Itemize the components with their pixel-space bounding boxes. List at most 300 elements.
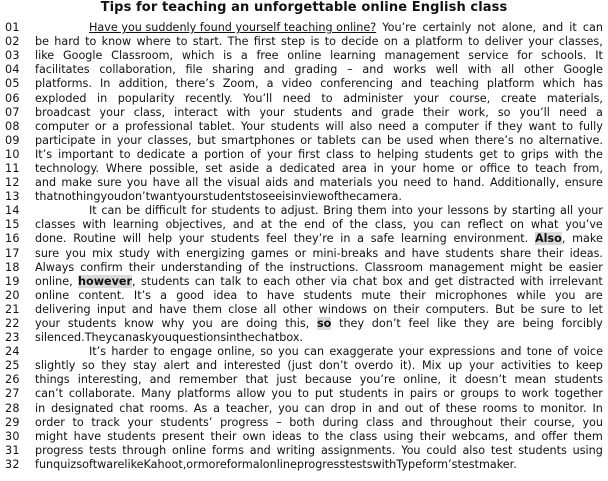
word bbox=[462, 444, 485, 458]
word bbox=[243, 430, 266, 444]
word-part: course, bbox=[533, 415, 575, 429]
word-part: activities bbox=[500, 359, 552, 373]
word-part: platforms. bbox=[35, 77, 92, 91]
word bbox=[468, 63, 492, 77]
word: is bbox=[282, 190, 292, 204]
word bbox=[378, 120, 406, 134]
word bbox=[529, 120, 556, 134]
word-part: your bbox=[528, 35, 554, 49]
line-number: 25 bbox=[5, 359, 20, 373]
word-part: for bbox=[517, 49, 533, 63]
word bbox=[245, 373, 268, 387]
word-part: for bbox=[191, 204, 207, 218]
word-part: to bbox=[246, 274, 258, 288]
word bbox=[446, 402, 477, 416]
word-part: with bbox=[554, 147, 579, 161]
word bbox=[558, 359, 569, 373]
word bbox=[520, 275, 544, 289]
word bbox=[527, 345, 552, 359]
word-part: computer bbox=[424, 119, 479, 133]
word bbox=[585, 148, 603, 162]
word bbox=[112, 120, 119, 134]
word-part: students bbox=[518, 443, 567, 457]
line-number: 09 bbox=[5, 133, 20, 147]
word bbox=[549, 261, 563, 275]
word bbox=[250, 148, 261, 162]
line-text bbox=[35, 134, 608, 148]
word-part: platforms bbox=[177, 387, 231, 401]
line-text bbox=[35, 303, 608, 317]
word-part: is bbox=[310, 35, 320, 49]
word-part: is bbox=[223, 49, 233, 63]
word bbox=[35, 134, 96, 148]
word-part: will bbox=[122, 232, 142, 246]
word bbox=[405, 402, 423, 416]
numbered-text-body bbox=[0, 21, 608, 472]
word bbox=[502, 21, 536, 35]
word bbox=[271, 387, 292, 401]
word bbox=[195, 275, 215, 289]
word bbox=[385, 49, 460, 63]
word-part: to bbox=[503, 147, 515, 161]
word-part: to bbox=[246, 288, 258, 302]
word bbox=[89, 345, 106, 359]
word bbox=[420, 430, 446, 444]
word bbox=[501, 359, 551, 373]
word-part: at bbox=[260, 218, 272, 232]
word-part: in bbox=[35, 401, 46, 415]
word bbox=[212, 444, 244, 458]
word-part: alone, bbox=[501, 21, 537, 35]
word bbox=[365, 261, 423, 275]
word bbox=[204, 148, 244, 162]
word-part: students bbox=[140, 274, 190, 288]
text-line bbox=[0, 21, 608, 35]
word-part: no bbox=[519, 133, 534, 147]
word-part: popularity bbox=[117, 91, 175, 105]
word-part: of bbox=[428, 401, 440, 415]
word bbox=[35, 148, 52, 162]
word bbox=[373, 303, 387, 317]
word-part: both bbox=[289, 415, 315, 429]
word-part: or bbox=[443, 387, 455, 401]
word bbox=[223, 49, 232, 63]
word-part: all bbox=[263, 302, 277, 316]
word-part: and bbox=[377, 401, 399, 415]
line-text bbox=[35, 218, 608, 232]
word-part: rooms bbox=[482, 401, 518, 415]
line-text bbox=[35, 21, 608, 35]
word-part: in bbox=[101, 133, 112, 147]
word-part: the bbox=[265, 260, 284, 274]
word bbox=[246, 289, 257, 303]
word-part: class, bbox=[133, 105, 166, 119]
word bbox=[272, 430, 302, 444]
word-part: certainly bbox=[422, 21, 472, 35]
word bbox=[501, 92, 537, 106]
word bbox=[458, 106, 489, 120]
word-part: tablet. bbox=[198, 119, 235, 133]
word bbox=[35, 387, 63, 401]
word-part: platform bbox=[415, 35, 463, 49]
word bbox=[35, 303, 91, 317]
word-part: smartphones bbox=[221, 133, 295, 147]
word bbox=[35, 373, 70, 387]
word-part: content. bbox=[78, 288, 125, 302]
word-part: your bbox=[116, 133, 142, 147]
word bbox=[162, 430, 205, 444]
word-part: just bbox=[276, 373, 297, 387]
word-part: to bbox=[557, 359, 570, 373]
word-part: classes, bbox=[147, 133, 192, 147]
word-part: the bbox=[325, 429, 344, 443]
word-part: materials bbox=[319, 176, 373, 190]
word bbox=[35, 275, 73, 289]
word-part: can bbox=[440, 218, 461, 232]
word bbox=[35, 430, 68, 444]
word-part: box. bbox=[279, 331, 304, 345]
word bbox=[351, 106, 372, 120]
word: with bbox=[372, 457, 397, 471]
word bbox=[141, 275, 190, 289]
word bbox=[72, 416, 83, 430]
text-line bbox=[0, 261, 608, 275]
word-part: engage bbox=[170, 345, 212, 359]
word-part: important bbox=[58, 147, 114, 161]
word-part: on bbox=[373, 302, 388, 316]
word bbox=[341, 35, 378, 49]
word bbox=[475, 134, 514, 148]
word-part: Always bbox=[35, 260, 75, 274]
word-part: slightly bbox=[35, 359, 76, 373]
word bbox=[350, 120, 373, 134]
word bbox=[381, 106, 414, 120]
word bbox=[435, 289, 507, 303]
word-part: of bbox=[248, 260, 260, 274]
line-number: 10 bbox=[5, 147, 20, 161]
word-part: classes, bbox=[558, 35, 603, 49]
word-part: and bbox=[196, 359, 218, 373]
word-part: and bbox=[362, 63, 384, 77]
word-part: and bbox=[351, 105, 373, 119]
word-part: Google bbox=[62, 49, 103, 63]
word-part: will bbox=[325, 119, 344, 133]
word bbox=[35, 77, 92, 91]
word-part: you bbox=[582, 415, 603, 429]
word bbox=[319, 359, 348, 373]
word bbox=[118, 92, 175, 106]
word bbox=[329, 345, 393, 359]
word bbox=[449, 373, 457, 387]
word bbox=[217, 345, 255, 359]
word-part: present bbox=[161, 429, 205, 443]
word-part: can bbox=[361, 133, 382, 147]
word bbox=[259, 106, 284, 120]
word-part: need bbox=[403, 176, 432, 190]
word-part: You bbox=[401, 443, 421, 457]
word-part: be bbox=[35, 35, 49, 49]
word bbox=[517, 49, 532, 63]
word bbox=[468, 35, 479, 49]
text-line bbox=[0, 91, 608, 105]
word bbox=[213, 402, 220, 416]
word-part: work, bbox=[458, 105, 489, 119]
word bbox=[61, 176, 92, 190]
word-part: chat bbox=[352, 274, 378, 288]
word-part: box bbox=[382, 274, 403, 288]
word-part: feel bbox=[408, 317, 430, 331]
highlighted-word: however bbox=[78, 274, 133, 288]
word bbox=[300, 134, 311, 148]
word bbox=[487, 77, 535, 91]
word-part: might bbox=[35, 429, 68, 443]
word bbox=[458, 275, 514, 289]
word bbox=[403, 373, 441, 387]
word-part: your bbox=[390, 161, 416, 175]
word-part: sharing bbox=[212, 63, 254, 77]
text-line bbox=[0, 134, 608, 148]
word-part: alternative. bbox=[538, 133, 603, 147]
word bbox=[283, 92, 311, 106]
word: silenced. bbox=[35, 331, 85, 345]
word-part: together bbox=[554, 387, 603, 401]
word-part: your bbox=[35, 317, 61, 331]
word: test bbox=[457, 457, 479, 471]
word bbox=[265, 204, 276, 218]
word bbox=[176, 35, 187, 49]
word-part: create bbox=[500, 91, 537, 105]
word bbox=[100, 106, 125, 120]
word bbox=[430, 77, 479, 91]
word: quiz bbox=[53, 457, 77, 471]
word-part: maker. bbox=[478, 457, 517, 471]
word bbox=[330, 49, 376, 63]
word-part: to bbox=[324, 35, 336, 49]
word bbox=[293, 176, 314, 190]
word bbox=[276, 416, 282, 430]
word-part: voice bbox=[573, 345, 603, 359]
line-number: 19 bbox=[5, 274, 20, 288]
word-part: are bbox=[584, 288, 603, 302]
word bbox=[423, 106, 449, 120]
word-part: works bbox=[393, 63, 427, 77]
word-part: , bbox=[561, 232, 566, 246]
word-part: their bbox=[210, 429, 237, 443]
text-line bbox=[0, 387, 608, 401]
word-part: order bbox=[35, 415, 65, 429]
word-part: could bbox=[426, 443, 457, 457]
word-part: you’re bbox=[359, 373, 396, 387]
word bbox=[78, 289, 124, 303]
word: in bbox=[226, 331, 237, 345]
word-part: the bbox=[278, 218, 298, 232]
word bbox=[391, 162, 416, 176]
word-part: a bbox=[357, 232, 365, 246]
word bbox=[469, 359, 494, 373]
word bbox=[287, 49, 321, 63]
word bbox=[535, 162, 566, 176]
word bbox=[453, 232, 528, 246]
word bbox=[241, 49, 248, 63]
word bbox=[384, 247, 405, 261]
word-part: Classroom, bbox=[111, 49, 174, 63]
word-part: a bbox=[240, 49, 248, 63]
word bbox=[555, 148, 579, 162]
word-part: materials, bbox=[546, 91, 603, 105]
text-line bbox=[0, 49, 608, 63]
word-part: first bbox=[298, 147, 320, 161]
word bbox=[154, 345, 165, 359]
word-part: dedicate bbox=[136, 147, 186, 161]
word-part: with bbox=[520, 274, 544, 288]
word-part: or bbox=[94, 119, 107, 133]
word-part: while bbox=[516, 288, 546, 302]
word bbox=[278, 402, 299, 416]
word bbox=[227, 176, 260, 190]
word bbox=[377, 176, 398, 190]
word bbox=[95, 120, 106, 134]
word-part: their bbox=[419, 429, 446, 443]
word bbox=[322, 416, 358, 430]
word bbox=[357, 232, 364, 246]
word: Typeform’s bbox=[396, 457, 458, 471]
line-text bbox=[35, 190, 608, 204]
word bbox=[69, 387, 135, 401]
word bbox=[562, 317, 603, 331]
word bbox=[212, 63, 254, 77]
word bbox=[35, 120, 89, 134]
word bbox=[582, 416, 603, 430]
word-part: As bbox=[193, 401, 208, 415]
word bbox=[119, 148, 130, 162]
word-part: to bbox=[359, 147, 372, 161]
line-number: 21 bbox=[5, 302, 20, 316]
word bbox=[422, 359, 441, 373]
word bbox=[193, 303, 222, 317]
word bbox=[35, 162, 99, 176]
word bbox=[468, 49, 508, 63]
word-part: it). bbox=[399, 359, 416, 373]
word bbox=[565, 218, 603, 232]
word-part: their bbox=[537, 246, 564, 260]
word bbox=[483, 402, 518, 416]
word bbox=[555, 387, 603, 401]
line-text bbox=[35, 148, 608, 162]
word-part: online, bbox=[35, 274, 73, 288]
word: progress bbox=[296, 457, 346, 471]
word bbox=[294, 232, 334, 246]
line-number: 11 bbox=[5, 161, 20, 175]
word-part: designated bbox=[51, 401, 114, 415]
word: the bbox=[337, 190, 357, 204]
word bbox=[521, 303, 535, 317]
word bbox=[97, 303, 126, 317]
word bbox=[35, 247, 59, 261]
word-part: track bbox=[91, 415, 120, 429]
word bbox=[320, 176, 373, 190]
word bbox=[243, 92, 272, 106]
line-number: 18 bbox=[5, 260, 20, 274]
word bbox=[343, 92, 403, 106]
word bbox=[366, 416, 394, 430]
word-part: Zoom, bbox=[222, 77, 259, 91]
word-part: offer bbox=[541, 429, 568, 443]
word-part: and bbox=[514, 429, 536, 443]
word bbox=[353, 275, 377, 289]
word-part: a bbox=[191, 147, 199, 161]
line-text bbox=[35, 345, 608, 359]
word bbox=[298, 148, 320, 162]
word-part: progress bbox=[35, 443, 84, 457]
word-part: there’s bbox=[474, 133, 514, 147]
word-part: office bbox=[479, 161, 511, 175]
word bbox=[382, 21, 416, 35]
word bbox=[220, 317, 238, 331]
word-part: collaboration, bbox=[99, 63, 176, 77]
word bbox=[99, 63, 175, 77]
word: your bbox=[177, 190, 203, 204]
word-part: ensure bbox=[564, 176, 603, 190]
word bbox=[185, 92, 232, 106]
word-part: the bbox=[584, 147, 603, 161]
word bbox=[399, 345, 424, 359]
word bbox=[241, 120, 265, 134]
word bbox=[573, 162, 603, 176]
word bbox=[267, 148, 292, 162]
word bbox=[279, 162, 335, 176]
word bbox=[145, 204, 187, 218]
line-number: 20 bbox=[5, 288, 20, 302]
word-part: because bbox=[304, 373, 352, 387]
word-part: to bbox=[468, 35, 480, 49]
word bbox=[437, 317, 456, 331]
word-part: games bbox=[251, 246, 289, 260]
underlined-phrase: Have you suddenly found yourself teaching online? bbox=[89, 21, 377, 35]
word-part: this, bbox=[285, 317, 310, 331]
text-line bbox=[0, 35, 608, 49]
word bbox=[495, 303, 514, 317]
word bbox=[68, 317, 117, 331]
line-text bbox=[35, 35, 608, 49]
line-text bbox=[35, 402, 608, 416]
word-part: you bbox=[278, 401, 299, 415]
word bbox=[374, 162, 384, 176]
word-part: groups bbox=[460, 387, 499, 401]
word: in bbox=[291, 190, 302, 204]
word-part: and bbox=[149, 373, 171, 387]
text-line bbox=[0, 106, 608, 120]
word-part: interested bbox=[223, 359, 281, 373]
word bbox=[156, 247, 180, 261]
word: tests bbox=[345, 457, 373, 471]
word-part: you’ll bbox=[519, 105, 550, 119]
word-part: grade bbox=[381, 105, 414, 119]
word-part: online bbox=[35, 288, 70, 302]
word bbox=[163, 359, 189, 373]
word-part: idea bbox=[213, 288, 238, 302]
word bbox=[305, 402, 325, 416]
word bbox=[461, 387, 499, 401]
word bbox=[251, 247, 289, 261]
word bbox=[308, 430, 319, 444]
word-part: management bbox=[384, 49, 460, 63]
word bbox=[494, 204, 508, 218]
word bbox=[400, 289, 426, 303]
word: more bbox=[197, 457, 227, 471]
word bbox=[579, 120, 603, 134]
word bbox=[356, 190, 402, 204]
word bbox=[569, 21, 577, 35]
